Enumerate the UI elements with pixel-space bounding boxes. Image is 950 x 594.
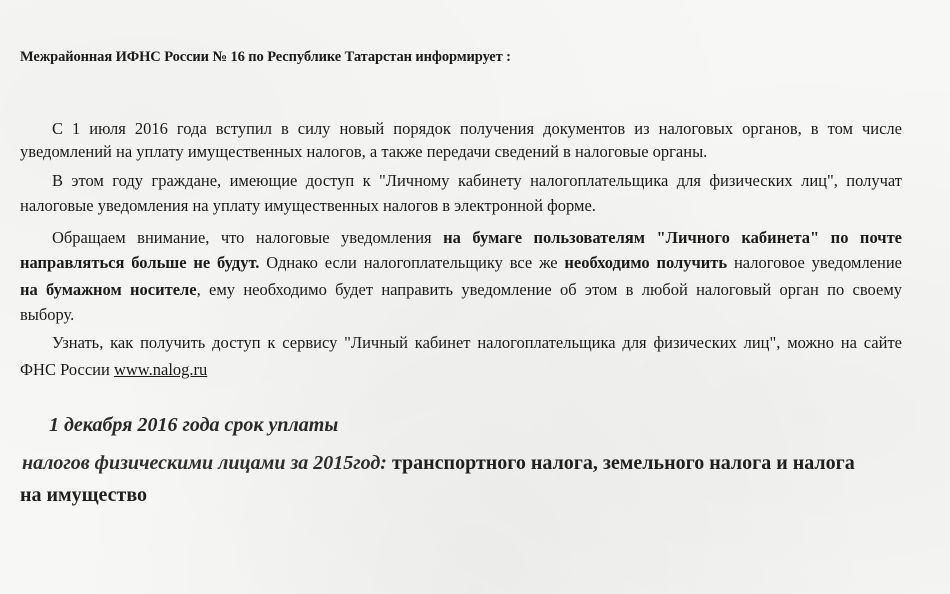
paragraph-1-line-2: уведомлений на уплату имущественных налогов, а также передачи сведений в налоговые органы. — [20, 142, 708, 161]
p3-bold-text: на бумаге пользователям "Личного кабинета" по почте — [443, 228, 903, 247]
nalog-site-link[interactable]: www.nalog.ru — [113, 360, 208, 379]
p3-text: Обращаем внимание, что налоговые уведомления — [52, 228, 444, 247]
paragraph-2-line-2: налоговые уведомления на уплату имущественных налогов в электронной форме. — [20, 196, 596, 215]
paragraph-3-line-4: выбору. — [20, 305, 75, 324]
paragraph-1-line-1: С 1 июля 2016 года вступил в силу новый порядок получения документов из налоговых органов, в том числе — [52, 119, 902, 138]
p3-bold-text: на бумажном носителе — [20, 280, 197, 299]
paragraph-3-line-1 — [52, 227, 902, 249]
deadline-bold-text: транспортного налога, земельного налога и налога — [386, 452, 855, 474]
paragraph-3-line-3 — [20, 279, 902, 301]
paragraph-4-line-1: Узнать, как получить доступ к сервису "Личный кабинет налогоплательщика для физических лиц", можно на сайте — [52, 333, 902, 352]
p3-text: налоговое уведомление — [727, 253, 902, 272]
p3-bold-text: необходимо получить — [564, 253, 728, 272]
deadline-italic-text: налогов физическими лицами за 2015год: — [22, 452, 387, 474]
deadline-line-3: на имущество — [20, 484, 148, 506]
p3-text: , ему необходимо будет направить уведомление об этом в любой налоговый орган по своему — [196, 280, 903, 299]
document-header: Межрайонная ИФНС России № 16 по Республике Татарстан информирует : — [20, 49, 511, 65]
paragraph-4-line-2 — [20, 359, 207, 381]
paragraph-3-line-2 — [20, 252, 902, 274]
deadline-heading: 1 декабря 2016 года срок уплаты — [49, 414, 339, 436]
p3-bold-text: направляться больше не будут. — [20, 253, 260, 272]
p4-text: ФНС России — [20, 360, 114, 379]
paragraph-2-line-1: В этом году граждане, имеющие доступ к "Личному кабинету налогоплательщика для физических лиц", получат — [52, 171, 902, 190]
p3-text: Однако если налогоплательщику все же — [259, 253, 565, 272]
deadline-line-2 — [22, 452, 855, 475]
